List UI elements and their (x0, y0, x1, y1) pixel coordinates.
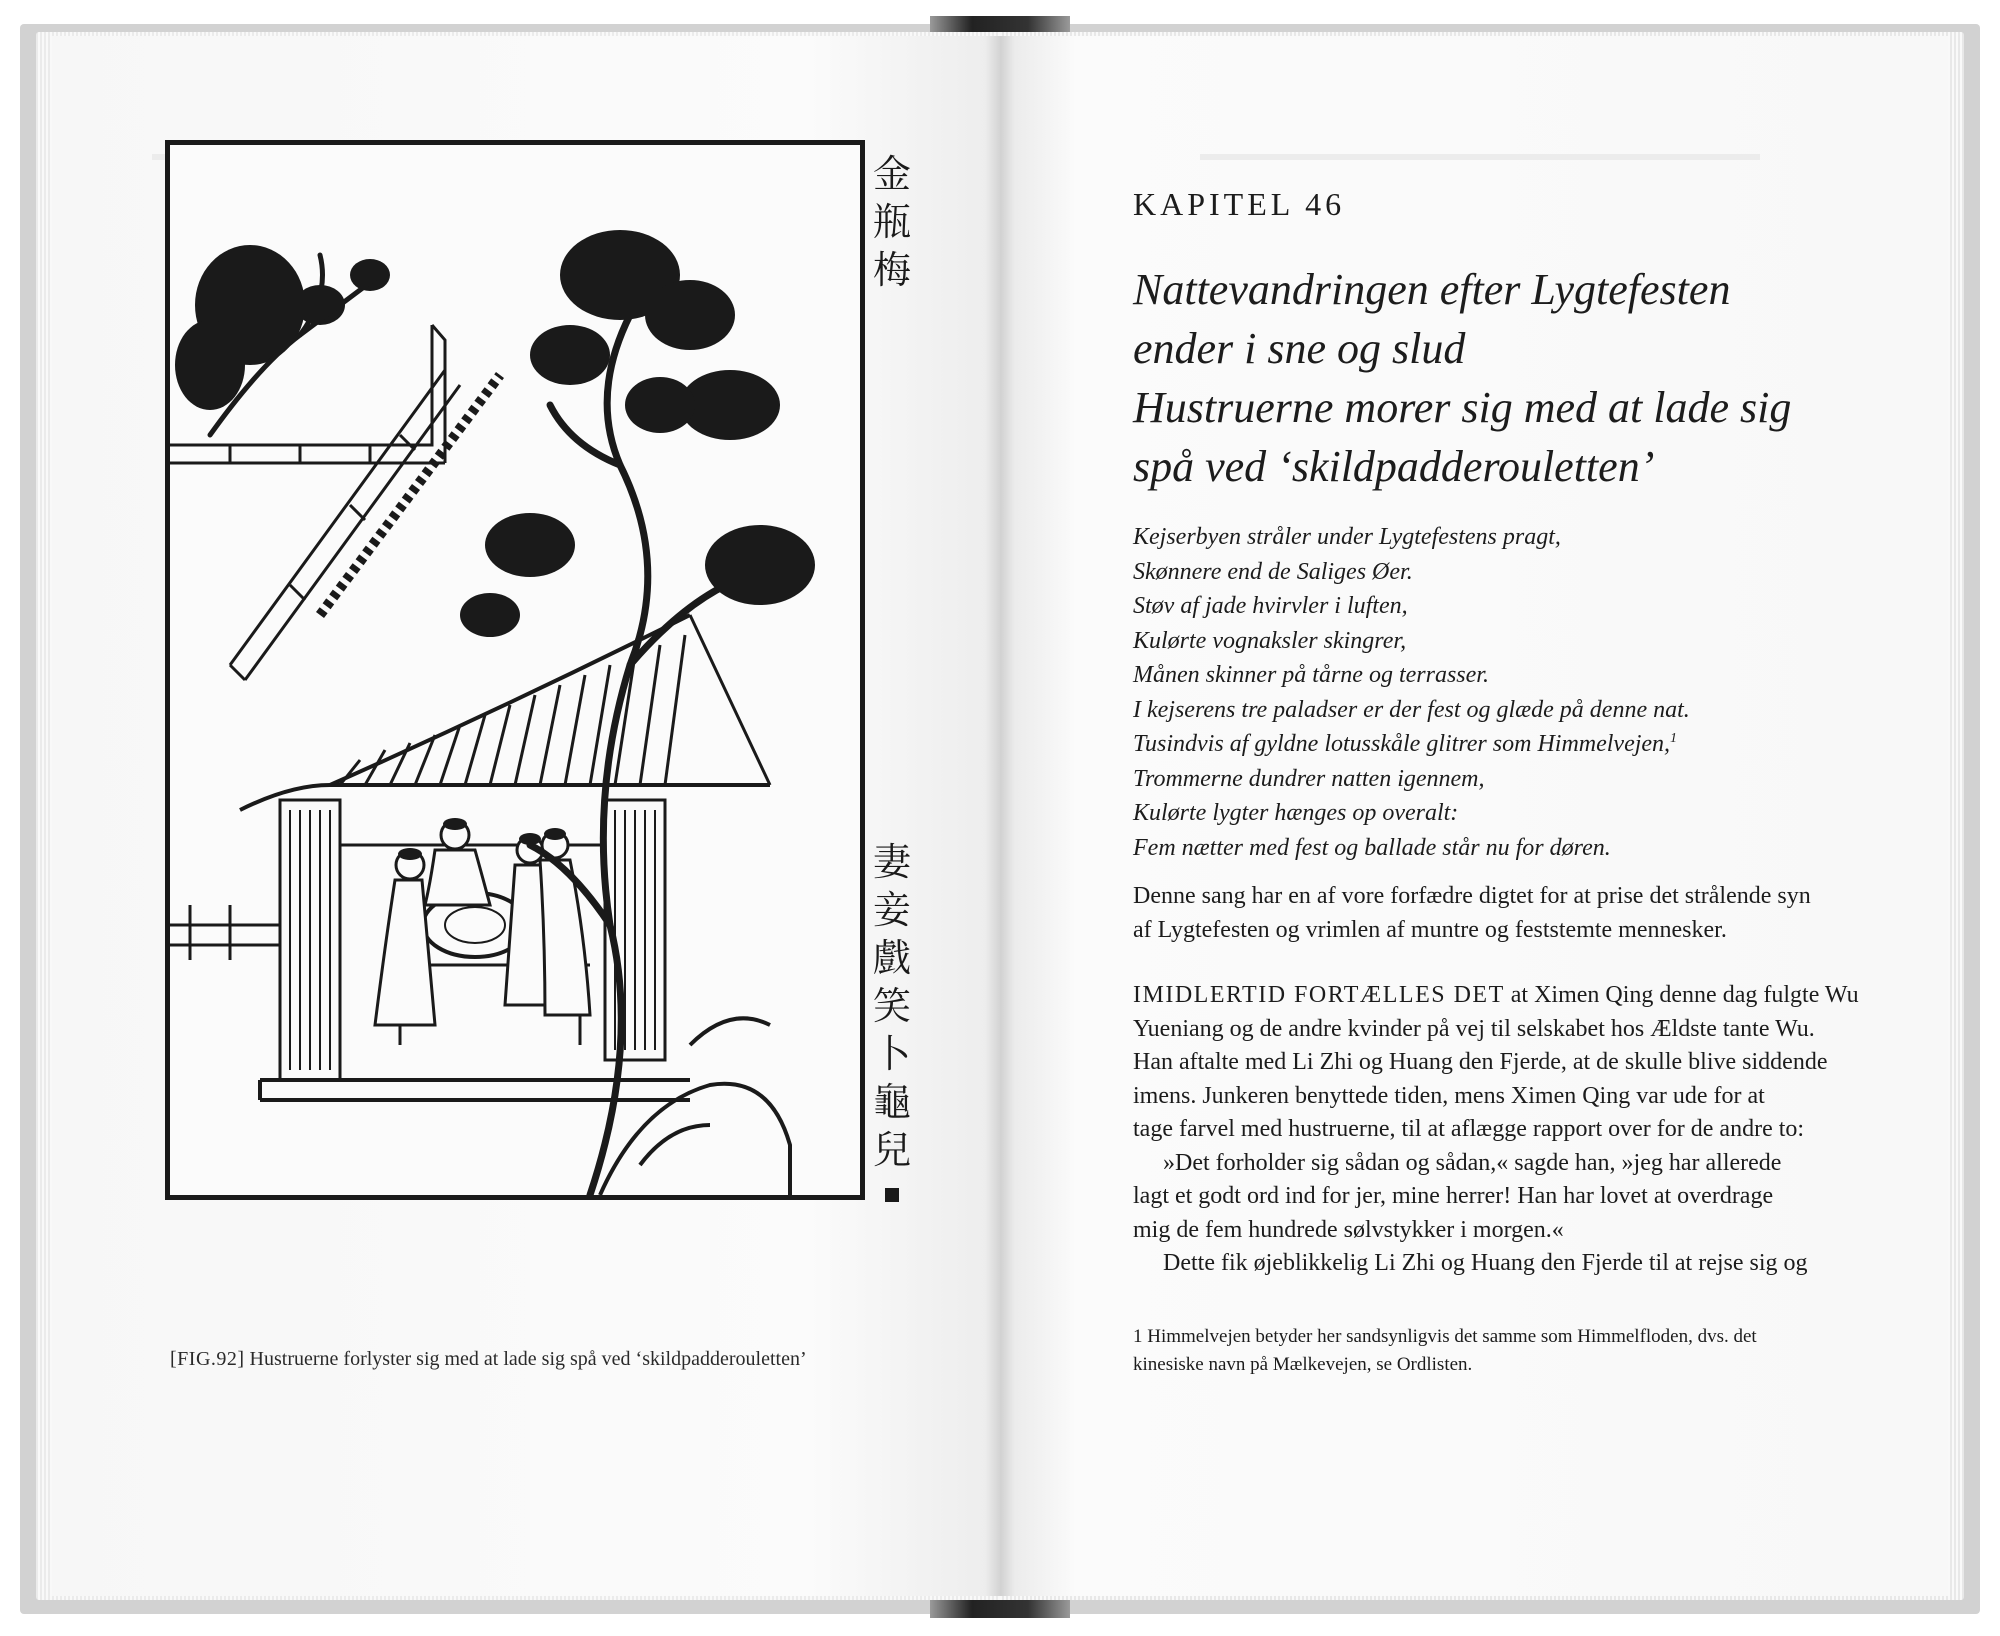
figure-caption (170, 1348, 870, 1371)
prose-line: tage farvel med hustruerne, til at aflægge rapport over for de andre to: (1133, 1116, 1805, 1142)
prose-line: imens. Junkeren benyttede tiden, mens Ximen Qing var ude for at (1133, 1082, 1765, 1109)
prose-line (1133, 979, 1859, 1013)
footnote (1133, 1323, 1833, 1379)
verse-line: Kulørte vognaksler skingrer, (1133, 627, 1407, 654)
cjk-character: 梅 (872, 248, 911, 292)
prose-line: »Det forholder sig sådan og sådan,« sagde han, »jeg har allerede (1163, 1149, 1782, 1176)
cjk-character: 卜 (872, 1032, 911, 1076)
chapter-number: KAPITEL 46 (1133, 186, 1346, 222)
prose-line: lagt et godt ord ind for jer, mine herrer! Han har lovet at overdrage (1133, 1183, 1774, 1209)
cjk-character: 龜 (872, 1080, 911, 1124)
end-mark (885, 1188, 899, 1202)
prose-line: af Lygtefesten og vrimlen af muntre og feststemte mennesker. (1133, 916, 1727, 943)
title-line: Nattevandringen efter Lygtefesten (1133, 265, 1731, 314)
show-through-header (1200, 154, 1760, 160)
lead-in-smallcaps: IMIDLERTID FORTÆLLES DET (1133, 982, 1505, 1008)
cjk-character: 兒 (872, 1128, 911, 1172)
cjk-character: 妻 (872, 840, 911, 884)
cjk-caption-column (868, 838, 916, 1202)
cjk-character: 妾 (872, 888, 911, 932)
cjk-character: 戲 (872, 936, 911, 980)
cjk-title-column (868, 150, 916, 294)
verse-line: I kejserens tre paladser er der fest og glæde på denne nat. (1133, 696, 1690, 723)
title-line: ender i sne og slud (1133, 324, 1466, 373)
prose-line: Denne sang har en af vore forfædre digtet for at prise det strålende syn (1133, 883, 1811, 909)
chapter-title (1133, 260, 1833, 496)
prose-line: Han aftalte med Li Zhi og Huang den Fjerde, at de skulle blive siddende (1133, 1049, 1828, 1075)
prose-line: mig de fem hundrede sølvstykker i morgen.« (1133, 1216, 1564, 1243)
book-gutter (985, 36, 1015, 1596)
title-line: Hustruerne morer sig med at lade sig (1133, 383, 1792, 432)
paragraph-narrative (1133, 979, 1859, 1281)
illustration-drawing (170, 145, 860, 1195)
verse-line: Fem nætter med fest og ballade står nu for døren. (1133, 834, 1611, 861)
verse-line: Trommerne dundrer natten igennem, (1133, 765, 1485, 792)
prose-line-text: at Ximen Qing denne dag fulgte Wu (1504, 982, 1859, 1008)
footnote-line: kinesiske navn på Mælkevejen, se Ordlisten. (1133, 1354, 1473, 1375)
opening-poem (1133, 520, 1833, 865)
verse-line-text: Tusindvis af gyldne lotusskåle glitrer som Himmelvejen, (1133, 731, 1671, 757)
figure-caption-text: Hustruerne forlyster sig med at lade sig spå ved ‘skildpadderouletten’ (249, 1348, 807, 1370)
verse-line: Skønnere end de Saliges Øer. (1133, 558, 1413, 585)
prose-line: Dette fik øjeblikkelig Li Zhi og Huang den Fjerde til at rejse sig og (1163, 1250, 1808, 1276)
footnote-line: 1 Himmelvejen betyder her sandsynligvis det samme som Himmelfloden, dvs. det (1133, 1326, 1757, 1347)
title-line: spå ved ‘skildpadderouletten’ (1133, 442, 1655, 491)
verse-line: Støv af jade hvirvler i luften, (1133, 593, 1408, 619)
book-spine-bottom (930, 1600, 1070, 1618)
verse-line: Kejserbyen stråler under Lygtefestens pragt, (1133, 524, 1561, 550)
verse-line (1133, 727, 1833, 762)
cjk-character: 金 (872, 152, 911, 196)
prose-line: Yueniang og de andre kvinder på vej til selskabet hos Ældste tante Wu. (1133, 1015, 1815, 1042)
verse-line: Kulørte lygter hænges op overalt: (1133, 800, 1459, 826)
footnote-marker[interactable]: 1 (1670, 731, 1678, 746)
figure-reference: [FIG.92] (170, 1348, 245, 1370)
paragraph-intro (1133, 880, 1833, 947)
verse-line: Månen skinner på tårne og terrasser. (1133, 662, 1489, 688)
cjk-character: 瓶 (872, 200, 911, 244)
cjk-character: 笑 (872, 984, 911, 1028)
woodblock-illustration (165, 140, 865, 1200)
